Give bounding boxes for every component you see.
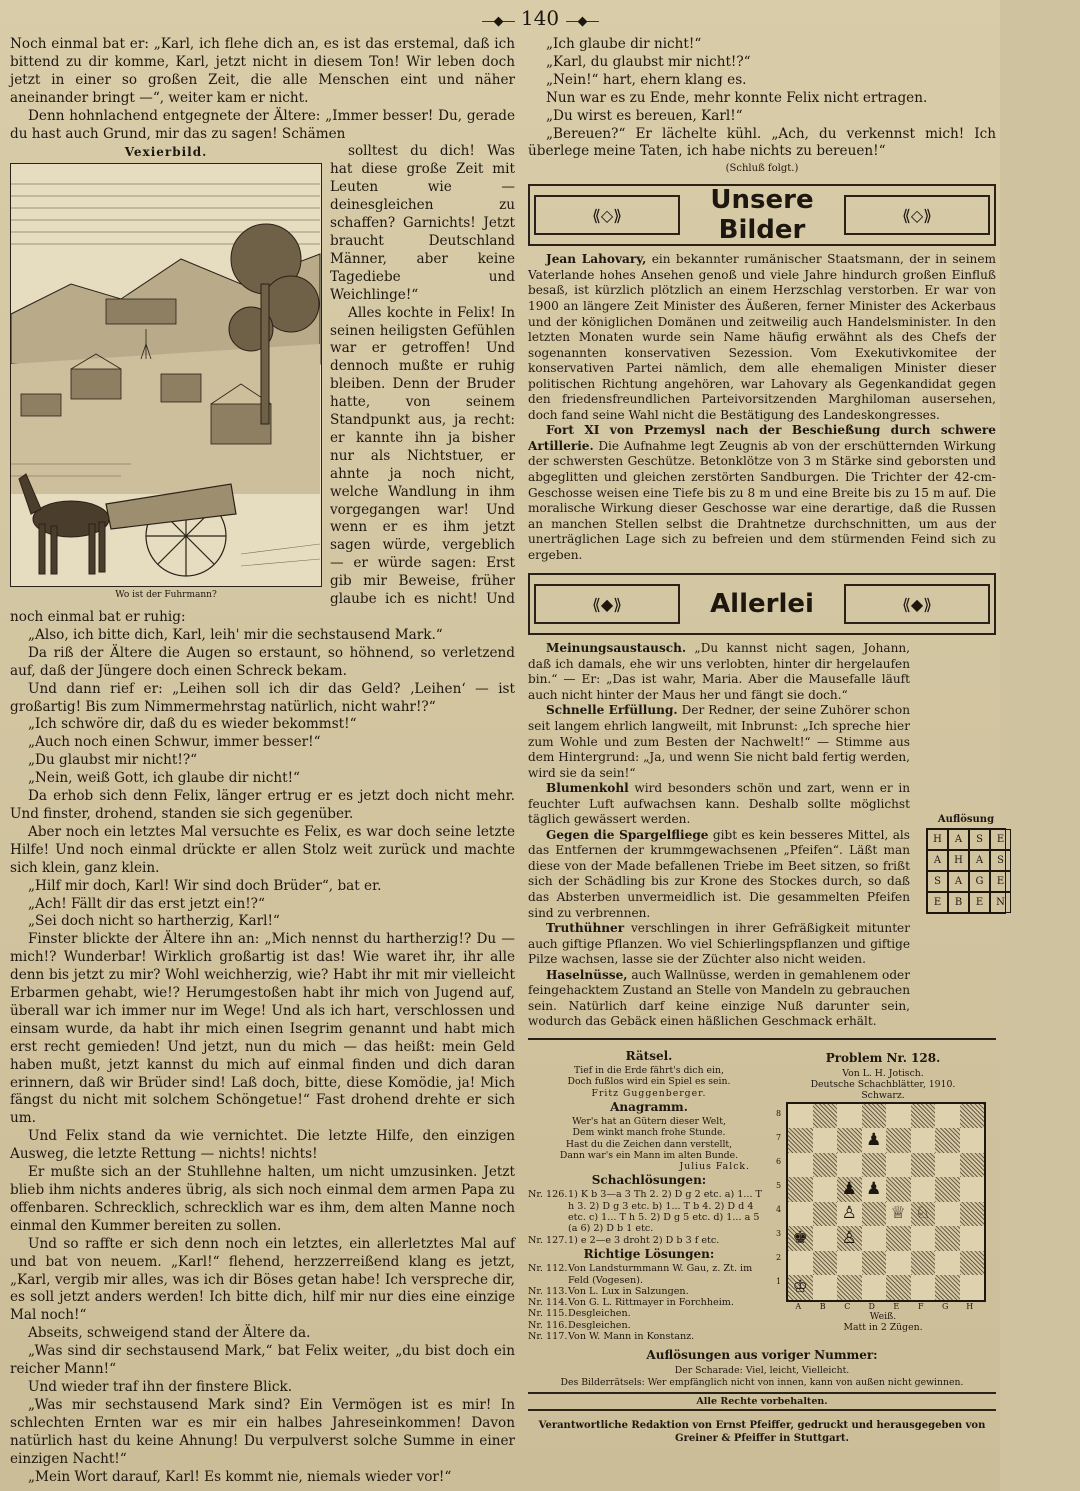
paragraph-lead: Haselnüsse, xyxy=(546,967,628,982)
story-paragraph: Aber noch ein letztes Mal versuchte es Felix, es war doch seine letzte Hilfe! Und noch einmal drückte er allen Stolz weit zurück und machte sich klein, ganz klein. xyxy=(10,823,515,876)
chess-square xyxy=(886,1177,911,1202)
chess-square xyxy=(911,1128,936,1153)
chess-square xyxy=(788,1128,813,1153)
unsere-bilder-text xyxy=(528,252,996,563)
chess-square xyxy=(813,1275,838,1300)
problem-source: Deutsche Schachblätter, 1910. xyxy=(810,1079,956,1091)
story-paragraph: „Du glaubst mir nicht!?“ xyxy=(28,752,198,769)
puzzle-solution-title: Auflösung xyxy=(937,814,995,825)
figure-title: Vexierbild. xyxy=(124,145,208,160)
chess-square xyxy=(837,1275,862,1300)
ornament-icon: ⟪◇⟫ xyxy=(844,195,990,235)
story-paragraph: „Hilf mir doch, Karl! Wir sind doch Brüder“, bat er. xyxy=(28,877,382,894)
solution-number: Nr. 114. xyxy=(528,1297,568,1309)
correct-solution-row xyxy=(528,1297,770,1308)
chess-square xyxy=(788,1153,813,1178)
problem-black: Schwarz. xyxy=(861,1090,905,1102)
paragraph-lead: Schnelle Erfüllung. xyxy=(546,703,678,718)
chess-square xyxy=(862,1251,887,1276)
solution-line: Des Bilderrätsels: Wer empfänglich nicht von innen, kann von außen nicht gewinnen. xyxy=(560,1376,964,1388)
chess-problem xyxy=(770,1048,996,1342)
problem-white: Weiß. xyxy=(869,1310,897,1322)
raetsel-verse xyxy=(528,1065,770,1087)
story-paragraph: Und so raffte er sich denn noch ein letztes, ein allerletztes Mal auf und bat von neuem. „Karl!“ flehend, herzzerreißend klang es jetzt, „Karl, vergib mir alles, was ich dir Böses getan habe! Ich verspreche dir, es soll jetzt anders werden! Ich bitte dich, hilf mir nur dies eine einzige Mal noch!“ xyxy=(10,1235,515,1324)
solution-text: Desgleichen. xyxy=(568,1319,631,1331)
section-title: Unsere Bilder xyxy=(710,185,814,246)
landscape-engraving-icon xyxy=(11,164,320,585)
solution-number: Nr. 116. xyxy=(528,1319,568,1331)
story-paragraph: „Was mir sechstausend Mark sind? Ein Vermögen ist es mir! In schlechten Ernten war es mir ein halbes Jahreseinkommen! Davon natürlich hast du keine Ahnung! Du verpulverst solche Summe in einer einzigen Nacht!“ xyxy=(10,1396,515,1467)
grid-letter: E xyxy=(990,829,1011,850)
story-ending xyxy=(528,36,996,161)
solution-text: Von L. Lux in Salzungen. xyxy=(568,1285,689,1297)
rights-notice: Alle Rechte vorbehalten. xyxy=(696,1395,828,1407)
verse-line: Doch fußlos wird ein Spiel es sein. xyxy=(567,1076,731,1088)
story-paragraph: Nun war es zu Ende, mehr konnte Felix nicht ertragen. xyxy=(546,89,928,106)
schachloesungen-title: Schachlösungen: xyxy=(591,1173,707,1188)
problem-title: Problem Nr. 128. xyxy=(825,1050,941,1065)
richtige-title: Richtige Lösungen: xyxy=(583,1246,715,1261)
story-paragraph: „Nein!“ hart, ehern klang es. xyxy=(546,71,747,88)
miscellany-paragraph: Meinungsaustausch. „Du kannst nicht sagen, Johann, daß ich damals, ehe wir uns verlobten, hinter dir hergelaufen bin.“ — Er: „Das ist wahr, Maria. Aber die Mausefalle läuft auch nicht hinter der Maus her und fängt sie doch.“ xyxy=(528,641,910,702)
problem-mate: Matt in 2 Zügen. xyxy=(843,1321,923,1333)
chess-square xyxy=(862,1202,887,1227)
rank-label: 7 xyxy=(776,1132,782,1142)
paragraph-lead: Gegen die Spargelfliege xyxy=(546,827,709,842)
chess-square xyxy=(813,1202,838,1227)
raetsel-title: Rätsel. xyxy=(625,1048,673,1063)
chess-square xyxy=(960,1177,985,1202)
correct-solutions xyxy=(528,1263,770,1342)
news-paragraph: Fort XI von Przemysl nach der Beschießung durch schwere Artillerie. Die Aufnahme legt Zeugnis ab von der erschütternden Wirkung der schwersten Geschütze. Betonklötze von 3 m Stärke sind geborsten und abgeglitten und gleichen zerstörten Sandburgen. Die Trichter der 42-cm-Geschosse weisen eine Tiefe bis zu 8 m und eine Breite bis zu 15 m auf. Die moralische Wirkung dieser Geschosse war eine derartige, daß die Russen an manchen Stellen selbst die Drahtnetze durchschnitten, um aus der unerträglichen Lage sich zu befreien und dem stürmenden Feind sich zu ergeben. xyxy=(528,423,996,562)
chessboard xyxy=(786,1102,986,1302)
story-paragraph: solltest du dich! Was hat diese große Zeit mit Leuten wie — deinesgleichen zu schaffen? Garnichts! Jetzt braucht Deutschland Männer, aber keine Tagediebe und Weichlinge!“ xyxy=(330,143,515,303)
story-paragraph: „Karl, du glaubst mir nicht!?“ xyxy=(546,53,751,70)
letter-grid xyxy=(926,828,1006,914)
news-paragraph: Jean Lahovary, ein bekannter rumänischer Staatsmann, der in seinem Vaterlande hohes Ansehen genoß und viele Jahre hindurch großen Einfluß besaß, ist kürzlich plötzlich an einem Herzschlag verstorben. Er war von 1900 an längere Zeit Minister des Äußeren, ferner Minister des Ackerbaus und der königlichen Domänen und zeitweilig auch Handelsminister. In den letzten Monaten wurde sein Name häufig erwähnt als des Chefs der sogenannten konservativen Sezession. Vom Exekutivkomitee der konservativen Partei nämlich, dem alle ehemaligen Minister dieser politischen Richtung angehören, war Lahovary als Gegenkandidat gegen den friedensfreundlichen Parteivorsitzenden Marghiloman ausersehen, doch fand seine Wahl nicht die Bestätigung des Landeskongresses. xyxy=(528,252,996,422)
story-paragraph: Und Felix stand da wie vernichtet. Die letzte Hilfe, den einzigen Ausweg, die letzte Rettung — nichts! nichts! xyxy=(10,1128,515,1163)
correct-solution-row xyxy=(528,1286,770,1297)
file-label: H xyxy=(966,1301,974,1311)
chess-square xyxy=(935,1226,960,1251)
file-label: G xyxy=(942,1301,949,1311)
aufloesungen-title: Auflösungen aus voriger Nummer: xyxy=(646,1348,878,1363)
solution-text: 1) K b 3—a 3 Th 2. 2) D g 2 etc. a) 1... T h 3. 2) D g 3 etc. b) 1... T b 4. 2) D d 4 etc. c) 1... T h 5. 2) D g 5 etc. d) 1... a 5 (a 6) 2) D b 1 etc. xyxy=(568,1189,762,1235)
chess-square xyxy=(935,1104,960,1129)
chess-square xyxy=(911,1177,936,1202)
paragraph-lead: Truthühner xyxy=(546,921,625,936)
divider xyxy=(528,1392,996,1394)
story-paragraph: Und dann rief er: „Leihen soll ich dir das Geld? ‚Leihen‘ — ist großartig! Bis zum Nimmermehrstag natürlich, nicht wahr!?“ xyxy=(10,680,515,715)
solution-line: Der Scharade: Viel, leicht, Vielleicht. xyxy=(674,1365,850,1377)
chess-square xyxy=(788,1177,813,1202)
chess-square xyxy=(788,1104,813,1129)
chess-square xyxy=(935,1202,960,1227)
chess-square xyxy=(862,1226,887,1251)
chess-square xyxy=(935,1275,960,1300)
grid-letter: S xyxy=(927,871,948,892)
divider xyxy=(528,1038,996,1040)
story-paragraph: Alles kochte in Felix! In seinen heiligsten Gefühlen war er getroffen! Und dennoch mußte er ruhig bleiben. Denn der Bruder hatte, von seinem Standpunkt aus, ja recht: er kannte ihn ja bisher nur als Nichtstuer, er ahnte ja noch nicht, welche Wandlung in ihm vorgegangen war! Und wenn er es ihm jetzt sagen würde, vergeblich — er würde sagen: Erst gib mir Beweise, früher glaube ich es nicht! Und noch einmal bat er ruhig: xyxy=(10,304,515,625)
file-label: C xyxy=(844,1301,851,1311)
grid-letter: N xyxy=(990,892,1011,913)
chess-square xyxy=(886,1128,911,1153)
story-paragraph: „Ich glaube dir nicht!“ xyxy=(546,36,702,52)
chess-square xyxy=(935,1128,960,1153)
story-paragraph: Er mußte sich an der Stuhllehne halten, um nicht umzusinken. Jetzt blieb ihm nichts anderes übrig, als sich noch einmal dem armen Papa zu offenbaren. Schrecklich, schrecklich war es ihm, dem alten Manne noch einmal den Kummer bereiten zu sollen. xyxy=(10,1164,515,1234)
puzzles-left xyxy=(528,1048,770,1342)
chess-square xyxy=(911,1275,936,1300)
ornament-icon: ⟪◆⟫ xyxy=(844,584,990,624)
story-paragraph: „Nein, weiß Gott, ich glaube dir nicht!“ xyxy=(28,770,300,787)
rank-label: 3 xyxy=(776,1228,782,1238)
ornament-right-icon: —◆— xyxy=(565,14,599,29)
solution-text: Von W. Mann in Konstanz. xyxy=(568,1331,695,1343)
rank-label: 5 xyxy=(776,1180,782,1190)
miscellany-paragraph: Haselnüsse, auch Wallnüsse, werden in gemahlenem oder feingehacktem Zustand an Stelle von Mandeln zu gebrauchen sein. Natürlich darf keine einzige Nuß darunter sein, wodurch das Gebäck einen häßlichen Geschmack erhält. xyxy=(528,967,910,1029)
grid-letter: E xyxy=(969,892,990,913)
chess-square xyxy=(911,1251,936,1276)
chess-square xyxy=(788,1202,813,1227)
chess-piece-square: ♟ xyxy=(837,1177,862,1202)
chess-square xyxy=(886,1104,911,1129)
story-paragraphs-before xyxy=(10,36,515,143)
chess-piece-square: ♘ xyxy=(911,1202,936,1227)
chess-square xyxy=(960,1128,985,1153)
story-paragraph: „Ich schwöre dir, daß du es wieder bekommst!“ xyxy=(28,716,357,733)
chess-square xyxy=(813,1128,838,1153)
solution-number: Nr. 127. xyxy=(528,1234,568,1246)
chess-square xyxy=(935,1177,960,1202)
anagramm-author: Julius Falck. xyxy=(679,1160,750,1172)
paragraph-lead: Fort XI von Przemysl nach der Beschießung durch schwere Artillerie. xyxy=(528,423,996,453)
verse-line: Dann war's ein Mann im alten Bunde. xyxy=(559,1149,739,1161)
file-labels xyxy=(786,1302,982,1311)
grid-letter: A xyxy=(948,871,969,892)
solution-text: Von Landsturmmann W. Gau, z. Zt. im Feld (Vogesen). xyxy=(568,1263,753,1286)
paragraph-lead: Blumenkohl xyxy=(546,781,629,796)
chess-square xyxy=(813,1251,838,1276)
solution-number: Nr. 126. xyxy=(528,1189,568,1201)
chess-solutions xyxy=(528,1189,770,1245)
solution-number: Nr. 112. xyxy=(528,1263,568,1275)
rank-label: 2 xyxy=(776,1252,782,1262)
chess-square xyxy=(960,1275,985,1300)
problem-author: Von L. H. Jotisch. xyxy=(842,1067,924,1079)
chess-square xyxy=(960,1202,985,1227)
grid-letter: A xyxy=(927,850,948,871)
puzzle-picture-illustration xyxy=(10,163,322,587)
correct-solution-row xyxy=(528,1320,770,1331)
verse-line: Hast du die Zeichen dann verstellt, xyxy=(565,1138,733,1150)
chess-square xyxy=(813,1104,838,1129)
chess-piece-square: ♙ xyxy=(837,1226,862,1251)
anagramm-title: Anagramm. xyxy=(610,1099,688,1114)
verse-line: Tief in die Erde fährt's dich ein, xyxy=(574,1065,724,1077)
story-paragraph: Noch einmal bat er: „Karl, ich flehe dich an, es ist das erstemal, daß ich bittend zu dir komme, Karl, jetzt nicht in diesem Ton! Wir leben doch jetzt in einer so großen Zeit, die alle Menschen eint und näher aneinander bringt —“, weiter kam er nicht. xyxy=(10,36,515,106)
grid-letter: B xyxy=(948,892,969,913)
file-label: F xyxy=(917,1301,924,1311)
chess-square xyxy=(960,1104,985,1129)
story-paragraph: „Ach! Fällt dir das erst jetzt ein!?“ xyxy=(28,895,265,912)
chess-square xyxy=(813,1153,838,1178)
left-column xyxy=(10,36,515,1486)
verse-line: Dem winkt manch frohe Stunde. xyxy=(572,1127,726,1139)
chess-solution-row xyxy=(528,1189,770,1234)
section-banner-allerlei xyxy=(528,573,996,635)
grid-letter: A xyxy=(948,829,969,850)
story-paragraphs-after xyxy=(10,627,515,1487)
story-paragraph: Finster blickte der Ältere ihn an: „Mich nennst du hartherzig!? Du — mich!? Wunderbar! Wirklich großartig ist das! Wie waret ihr, ihr alle denn bis jetzt zu mir? Wohl weichherzig, wie? Habt ihr mit mir vielleicht Erbarmen gehabt, wie!? Herumgestoßen habt ihr mich von Jugend auf, überall war ich immer nur im Wege! Und als ich hart, verschlossen und einsam wurde, da habt ihr mich einen Isegrim genannt und habt mich erst recht gemieden! Und jetzt, nun du mich — das heißt: mein Geld haben mußt, jetzt kannst du mich auf einmal finden und dich daran erinnern, daß wir Brüder sind! Laß doch, bitte, diese Komödie, ja! Mich fängst du nicht mit solchem Schöngetue!“ Fast drohend drehte er sich um. xyxy=(10,931,515,1127)
file-label: A xyxy=(795,1301,802,1311)
miscellany-paragraph: Blumenkohl wird besonders schön und zart, wenn er in feuchter Luft aufwachsen kann. Deshalb sollte möglichst täglich gewässert werden. xyxy=(528,781,910,827)
solution-text: Desgleichen. xyxy=(568,1308,631,1320)
chess-piece-square: ♟ xyxy=(862,1128,887,1153)
story-paragraph: Denn hohnlachend entgegnete der Ältere: „Immer besser! Du, gerade du hast auch Grund, mir das zu sagen! Schämen xyxy=(10,107,515,142)
chess-square xyxy=(862,1104,887,1129)
chess-square xyxy=(837,1153,862,1178)
raetsel-author: Fritz Guggenberger. xyxy=(591,1087,707,1099)
chess-piece-square: ♟ xyxy=(862,1177,887,1202)
chess-piece-square: ♚ xyxy=(788,1226,813,1251)
grid-letter: A xyxy=(969,850,990,871)
grid-letter: S xyxy=(990,850,1011,871)
chess-square xyxy=(935,1153,960,1178)
rank-label: 6 xyxy=(776,1156,782,1166)
puzzle-corner xyxy=(528,1048,996,1342)
correct-solution-row xyxy=(528,1331,770,1342)
story-paragraph: Abseits, schweigend stand der Ältere da. xyxy=(28,1325,311,1342)
divider xyxy=(528,1409,996,1411)
miscellany-paragraph: Gegen die Spargelfliege gibt es kein besseres Mittel, als das Entfernen der krummgewachsenen „Pfeifen“. Läßt man diese von der Made befallenen Triebe im Beet sitzen, so frißt sich der Schädling bis zur Krone des Stockes durch, so daß das Absterben unvermeidlich ist. Die gesammelten Pfeifen sind zu verbrennen. xyxy=(528,827,910,920)
story-paragraph: „Du wirst es bereuen, Karl!“ xyxy=(546,107,743,124)
miscellany-paragraph: Schnelle Erfüllung. Der Redner, der seine Zuhörer schon seit langem ehrlich langweilt, mit Inbrunst: „Ich spreche hier zum Wohle und zum Besten der Nachwelt!“ — Stimme aus dem Hintergrund: „Ja, und wenn Sie nicht bald fertig werden, wird sie da sein!“ xyxy=(528,703,910,780)
grid-letter: H xyxy=(927,829,948,850)
chess-square xyxy=(837,1104,862,1129)
chess-square xyxy=(911,1226,936,1251)
rank-labels xyxy=(776,1102,786,1302)
chess-square xyxy=(788,1251,813,1276)
imprint-line: Verantwortliche Redaktion von Ernst Pfeiffer, gedruckt und herausgegeben von Greiner & Pfeiffer in Stuttgart. xyxy=(538,1419,986,1444)
grid-letter: S xyxy=(969,829,990,850)
chess-square xyxy=(935,1251,960,1276)
chess-square xyxy=(960,1251,985,1276)
chess-square xyxy=(911,1104,936,1129)
rank-label: 1 xyxy=(776,1276,782,1286)
ornament-icon: ⟪◆⟫ xyxy=(534,584,680,624)
story-paragraph: „Bereuen?“ Er lächelte kühl. „Ach, du verkennst mich! Ich überlege meine Taten, ich habe nichts zu bereuen!“ xyxy=(528,125,996,160)
story-paragraph: Und wieder traf ihn der finstere Blick. xyxy=(28,1378,293,1395)
story-paragraph: Da erhob sich denn Felix, länger ertrug er es jetzt doch nicht mehr. Und finster, drohend, standen sie sich gegenüber. xyxy=(10,788,515,822)
ornament-icon: ⟪◇⟫ xyxy=(534,195,680,235)
paragraph-lead: Jean Lahovary, xyxy=(546,252,647,267)
chess-square xyxy=(862,1275,887,1300)
chess-square xyxy=(813,1177,838,1202)
chess-square xyxy=(886,1251,911,1276)
chess-piece-square: ♙ xyxy=(837,1202,862,1227)
solution-text: Von G. L. Rittmayer in Forchheim. xyxy=(568,1297,734,1309)
grid-letter: H xyxy=(948,850,969,871)
chess-square xyxy=(960,1153,985,1178)
solution-number: Nr. 115. xyxy=(528,1308,568,1320)
story-paragraph: „Also, ich bitte dich, Karl, leih' mir die sechstausend Mark.“ xyxy=(28,626,443,643)
chess-piece-square: ♔ xyxy=(788,1275,813,1300)
grid-letter: G xyxy=(969,871,990,892)
chess-square xyxy=(862,1153,887,1178)
miscellany-paragraph: Truthühner verschlingen in ihrer Gefräßigkeit mitunter auch giftige Pflanzen. Wo viel Schierlingspflanzen und giftige Pilze wachsen, lasse sie der Züchter also nicht weiden. xyxy=(528,921,910,967)
chess-piece-square: ♕ xyxy=(886,1202,911,1227)
section-title: Allerlei xyxy=(710,589,814,620)
story-paragraph: „Sei doch nicht so hartherzig, Karl!“ xyxy=(28,913,280,930)
chess-square xyxy=(911,1153,936,1178)
anagramm-verse xyxy=(528,1116,770,1161)
puzzle-picture xyxy=(10,143,322,600)
chess-square xyxy=(886,1226,911,1251)
story-paragraph: „Auch noch einen Schwur, immer besser!“ xyxy=(28,734,321,751)
chessboard-frame xyxy=(776,1102,996,1302)
grid-letter: E xyxy=(927,892,948,913)
to-be-continued: (Schluß folgt.) xyxy=(725,163,799,175)
solution-number: Nr. 113. xyxy=(528,1285,568,1297)
paragraph-lead: Meinungsaustausch. xyxy=(546,641,687,656)
rank-label: 8 xyxy=(776,1108,782,1118)
solution-number: Nr. 117. xyxy=(528,1331,568,1343)
solution-text: 1) e 2—e 3 droht 2) D b 3 f etc. xyxy=(568,1234,720,1246)
grid-letter: E xyxy=(990,871,1011,892)
file-label: B xyxy=(819,1301,826,1311)
correct-solution-row xyxy=(528,1308,770,1319)
chess-square xyxy=(813,1226,838,1251)
verse-line: Wer's hat an Gütern dieser Welt, xyxy=(572,1116,726,1128)
chess-square xyxy=(886,1153,911,1178)
story-paragraph: „Was sind dir sechstausend Mark,“ bat Felix weiter, „du bist doch ein reicher Mann!“ xyxy=(10,1343,515,1378)
correct-solution-row xyxy=(528,1263,770,1286)
previous-solutions xyxy=(528,1365,996,1387)
right-column xyxy=(528,36,1005,1445)
file-label: D xyxy=(868,1301,875,1311)
section-banner-unsere-bilder xyxy=(528,184,996,246)
rank-label: 4 xyxy=(776,1204,782,1214)
story-paragraph: Da riß der Ältere die Augen so erstaunt, so höhnend, so verletzend auf, daß der Jüngere doch einen Schreck bekam. xyxy=(10,644,515,679)
puzzle-solution-box xyxy=(926,814,1006,914)
ornament-left-icon: —◆— xyxy=(481,14,515,29)
imprint xyxy=(528,1419,996,1445)
page-number: —◆— 140 —◆— xyxy=(481,6,599,30)
chess-square xyxy=(960,1226,985,1251)
chess-square xyxy=(837,1128,862,1153)
file-label: E xyxy=(893,1301,900,1311)
chess-solution-row xyxy=(528,1235,770,1246)
chess-square xyxy=(837,1251,862,1276)
figure-caption: Wo ist der Fuhrmann? xyxy=(115,590,217,601)
chess-square xyxy=(886,1275,911,1300)
story-paragraph: „Mein Wort darauf, Karl! Es kommt nie, niemals wieder vor!“ xyxy=(28,1468,452,1485)
